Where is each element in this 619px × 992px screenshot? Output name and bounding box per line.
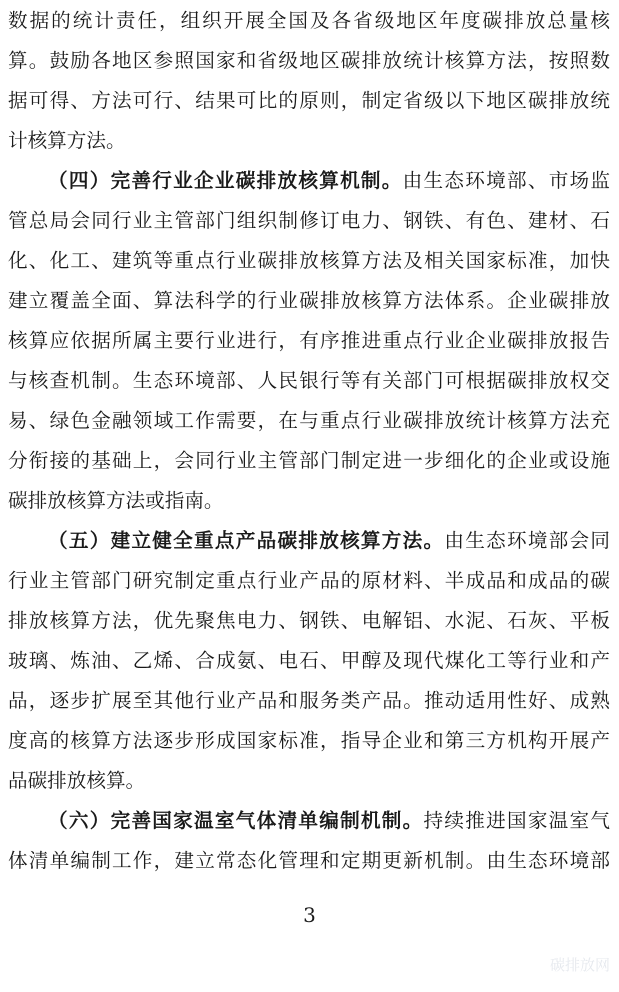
body-text-line: 据可得、方法可行、结果可比的原则，制定省级以下地区碳排放统 xyxy=(8,89,610,112)
body-text-line: 品，逐步扩展至其他行业产品和服务类产品。推动适用性好、成熟 xyxy=(8,689,610,712)
body-text-line: 化、化工、建筑等重点行业碳排放核算方法及相关国家标准，加快 xyxy=(8,249,610,272)
section-heading: （五）建立健全重点产品碳排放核算方法。 xyxy=(48,529,445,552)
body-text-line: 数据的统计责任，组织开展全国及各省级地区年度碳排放总量核 xyxy=(8,9,610,32)
page-number: 3 xyxy=(303,903,316,927)
section-first-line xyxy=(48,522,610,560)
body-text-line: 行业主管部门研究制定重点行业产品的原材料、半成品和成品的碳 xyxy=(8,569,610,592)
watermark: 碳排放网 xyxy=(549,956,610,974)
body-text-line: 计核算方法。 xyxy=(8,129,126,152)
body-text-line: 排放核算方法，优先聚焦电力、钢铁、电解铝、水泥、石灰、平板 xyxy=(8,609,610,632)
body-text-line: 分衔接的基础上，会同行业主管部门制定进一步细化的企业或设施 xyxy=(8,449,610,472)
body-text: 持续推进国家温室气 xyxy=(423,809,611,832)
body-text-line: 玻璃、炼油、乙烯、合成氨、电石、甲醇及现代煤化工等行业和产 xyxy=(8,649,610,672)
body-text-line: 碳排放核算方法或指南。 xyxy=(8,489,224,512)
section-heading: （六）完善国家温室气体清单编制机制。 xyxy=(48,809,424,832)
section-first-line xyxy=(48,802,610,840)
body-text-line: 度高的核算方法逐步形成国家标准，指导企业和第三方机构开展产 xyxy=(8,729,610,752)
body-text-line: 体清单编制工作，建立常态化管理和定期更新机制。由生态环境部 xyxy=(8,849,610,872)
body-text-line: 算。鼓励各地区参照国家和省级地区碳排放统计核算方法，按照数 xyxy=(8,49,610,72)
body-text-line: 核算应依据所属主要行业进行，有序推进重点行业企业碳排放报告 xyxy=(8,329,610,352)
body-text-line: 建立覆盖全面、算法科学的行业碳排放核算方法体系。企业碳排放 xyxy=(8,289,610,312)
section-first-line xyxy=(48,162,610,200)
body-text-line: 易、绿色金融领域工作需要，在与重点行业碳排放统计核算方法充 xyxy=(8,409,610,432)
body-text-line: 管总局会同行业主管部门组织制修订电力、钢铁、有色、建材、石 xyxy=(8,209,610,232)
body-text: 由生态环境部会同 xyxy=(444,529,611,552)
body-text: 由生态环境部、市场监 xyxy=(402,169,611,192)
body-text-line: 与核查机制。生态环境部、人民银行等有关部门可根据碳排放权交 xyxy=(8,369,610,392)
body-text-line: 品碳排放核算。 xyxy=(8,769,146,792)
section-heading: （四）完善行业企业碳排放核算机制。 xyxy=(48,169,403,192)
